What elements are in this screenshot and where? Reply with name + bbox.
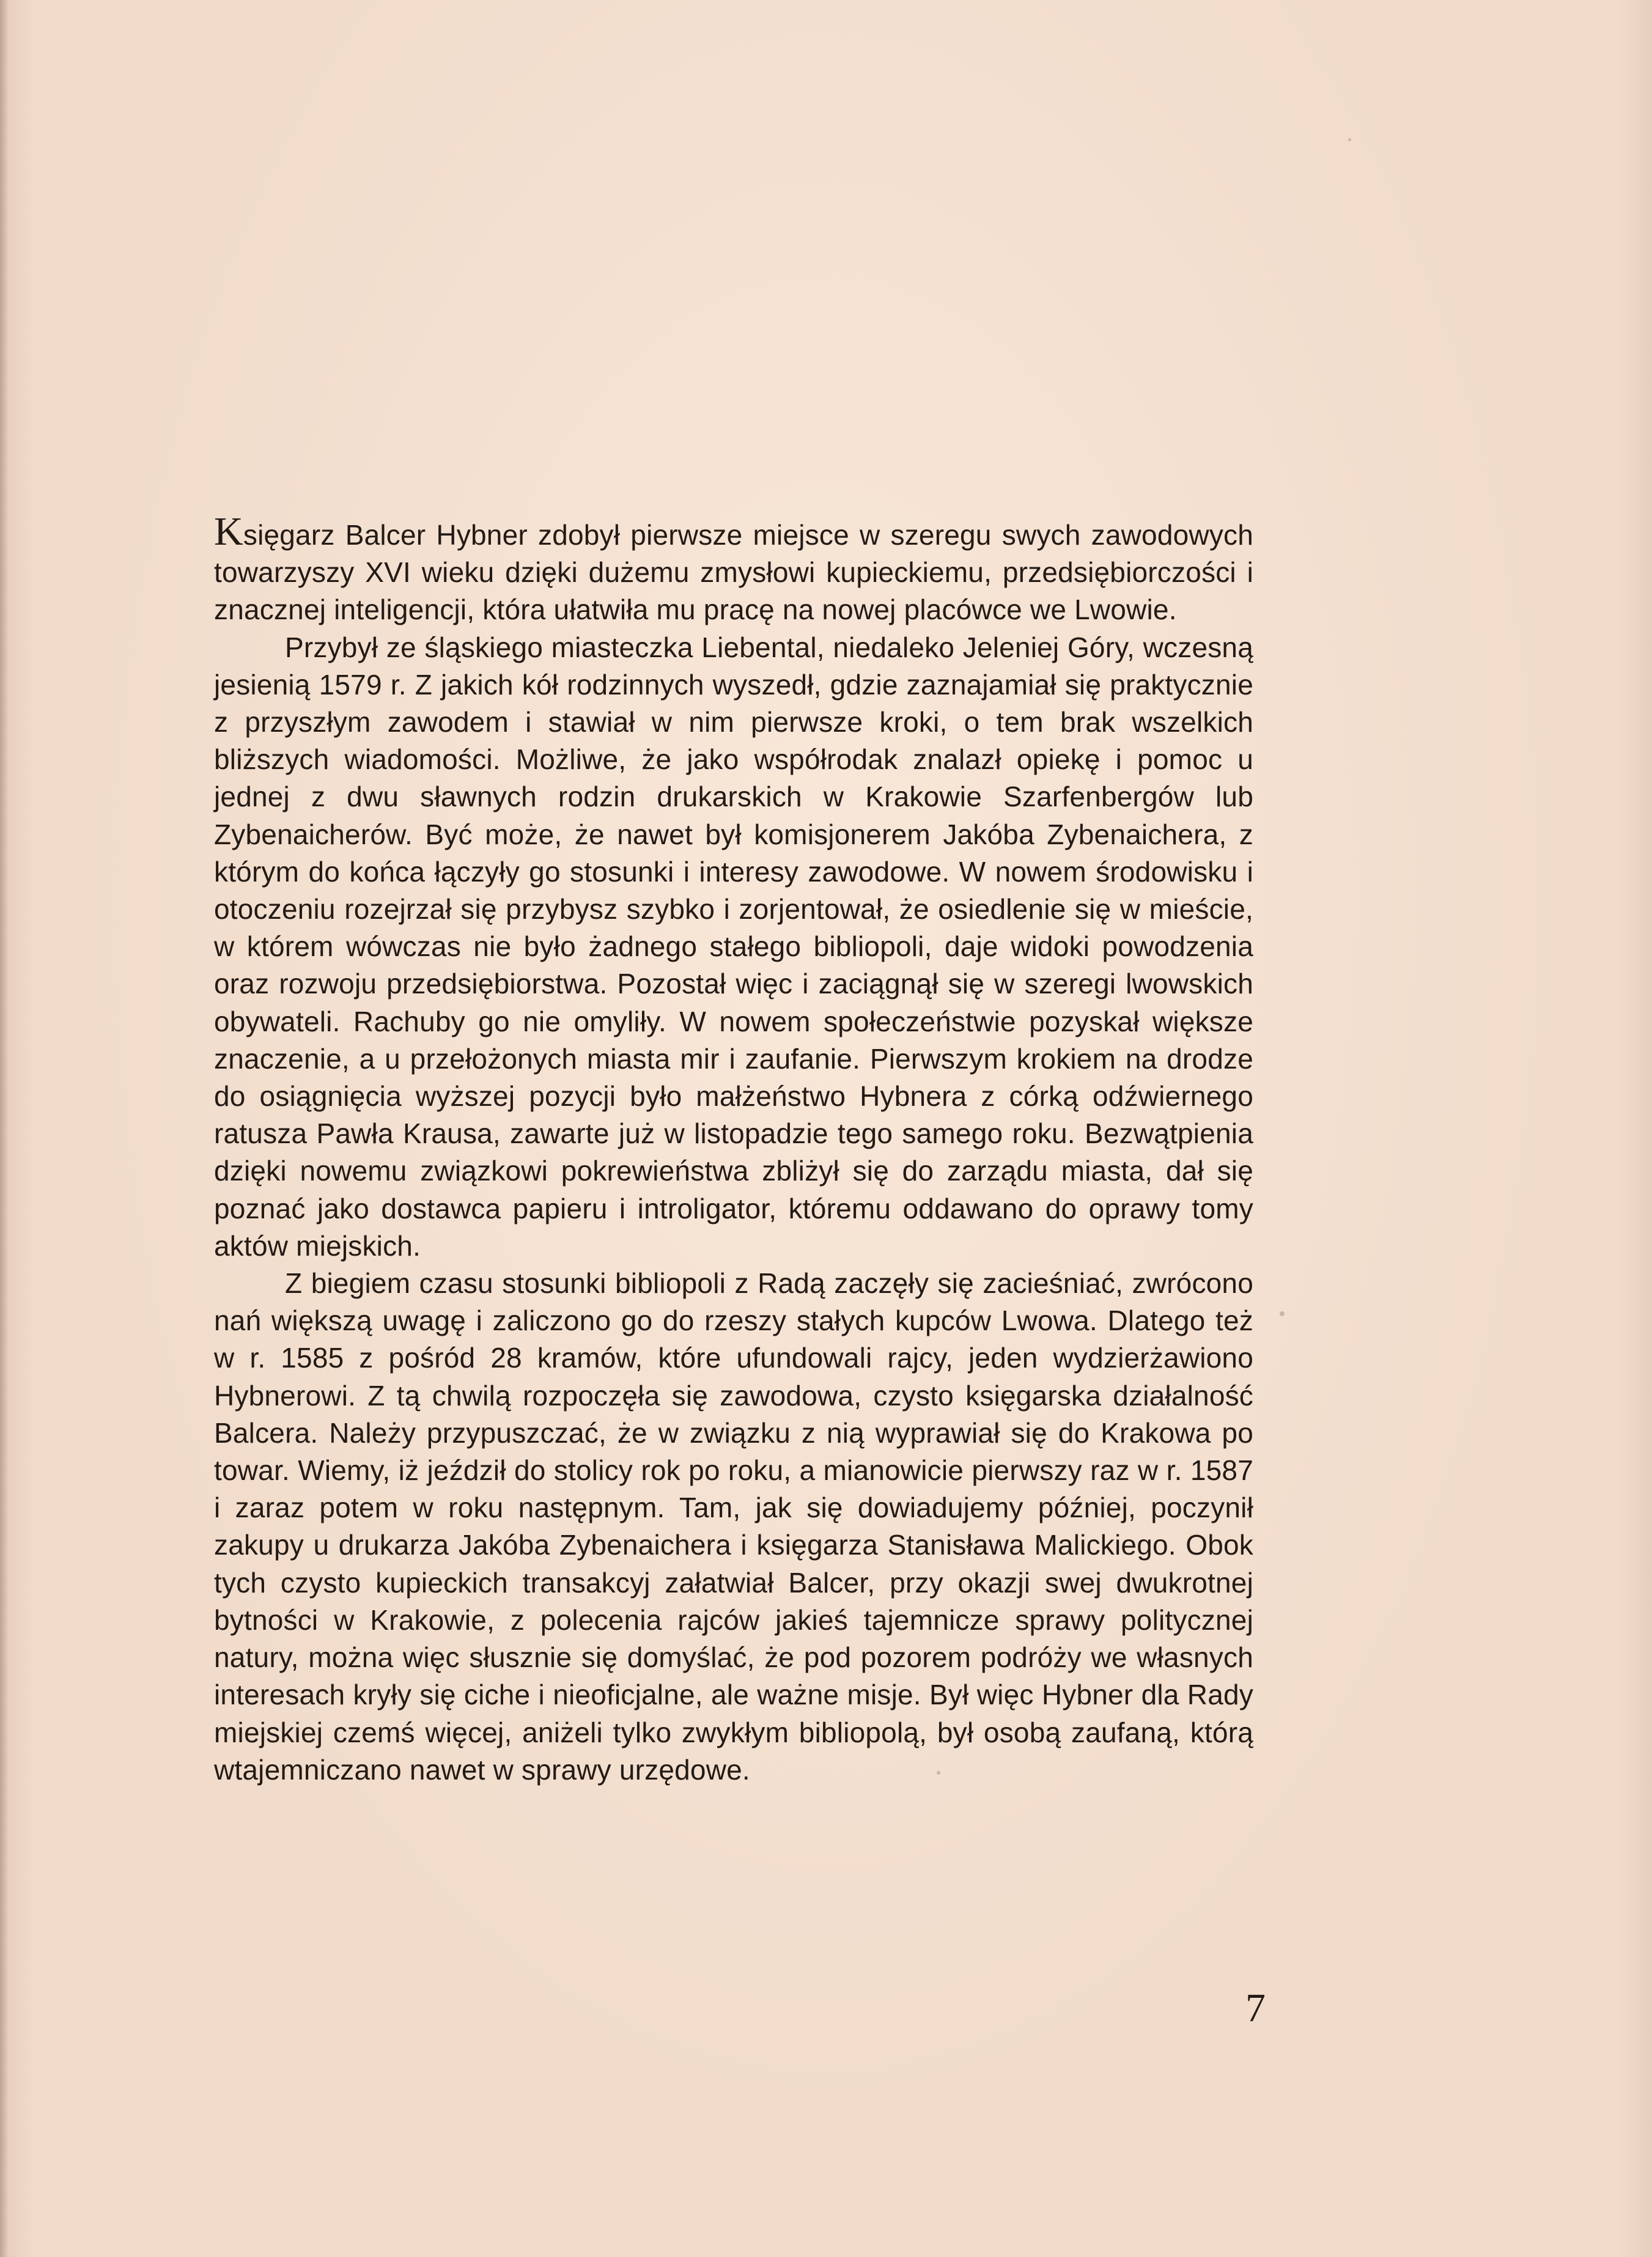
paper-speck: [1348, 138, 1351, 141]
paragraph-1-text: sięgarz Balcer Hybner zdobył pierwsze miejsce w szeregu swych zawodowych towarzyszy XVI wieku dzięki dużemu zmysłowi kupieckiemu, przedsiębiorczości i znacznej inteligencji, która ułatwiła mu pracę na nowej placówce we Lwowie.: [214, 519, 1253, 626]
paragraph-3: Z biegiem czasu stosunki bibliopoli z Radą zaczęły się zacieśniać, zwrócono nań większą uwagę i zaliczono go do rzeszy stałych kupców Lwowa. Dlatego też w r. 1585 z pośród 28 kramów, które ufundowali rajcy, jeden wydzierżawiono Hybnerowi. Z tą chwilą rozpoczęła się zawodowa, czysto księgarska działalność Balcera. Należy przypuszczać, że w związku z nią wyprawiał się do Krakowa po towar. Wiemy, iż jeździł do stolicy rok po roku, a mianowicie pierwszy raz w r. 1587 i zaraz potem w roku następnym. Tam, jak się dowiadujemy później, poczynił zakupy u drukarza Jakóba Zybenaichera i księgarza Stanisława Malickiego. Obok tych czysto kupieckich transakcyj załatwiał Balcer, przy okazji swej dwukrotnej bytności w Krakowie, z polecenia rajców jakieś tajemnicze sprawy politycznej natury, można więc słusznie się domyślać, że pod pozorem podróży we własnych interesach kryły się ciche i nieoficjalne, ale ważne misje. Był więc Hybner dla Rady miejskiej czemś więcej, aniżeli tylko zwykłym bibliopolą, był osobą zaufaną, którą wtajemniczano nawet w sprawy urzędowe.: [214, 1267, 1253, 1786]
paper-speck: [937, 1771, 940, 1775]
paper-speck: [1280, 1311, 1285, 1316]
paragraph-2: Przybył ze śląskiego miasteczka Liebental, niedaleko Jeleniej Góry, wczesną jesienią 1579 r. Z jakich kół rodzinnych wyszedł, gdzie zaznajamiał się praktycznie z przyszłym zawodem i stawiał w nim pierwsze kroki, o tem brak wszelkich bliższych wiadomości. Możliwe, że jako współrodak znalazł opiekę i pomoc u jednej z dwu sławnych rodzin drukarskich w Krakowie Szarfenbergów lub Zybenaicherów. Być może, że nawet był komisjonerem Jakóba Zybenaichera, z którym do końca łączyły go stosunki i interesy zawodowe. W nowem środowisku i otoczeniu rozejrzał się przybysz szybko i zorjentował, że osiedlenie się w mieście, w którem wówczas nie było żadnego stałego bibliopoli, daje widoki powodzenia oraz rozwoju przedsiębiorstwa. Pozostał więc i zaciągnął się w szeregi lwowskich obywateli. Rachuby go nie omyliły. W nowem społeczeństwie pozyskał większe znaczenie, a u przełożonych miasta mir i zaufanie. Pierwszym krokiem na drodze do osiągnięcia wyższej pozycji było małżeństwo Hybnera z córką odźwiernego ratusza Pawła Krausa, zawarte już w listopadzie tego samego roku. Bezwątpienia dzięki nowemu związkowi pokrewieństwa zbliżył się do zarządu miasta, dał się poznać jako dostawca papieru i introligator, któremu oddawano do oprawy tomy aktów miejskich.: [214, 631, 1253, 1262]
page-gutter-shadow: [0, 0, 9, 2257]
drop-cap: K: [214, 509, 243, 554]
body-text: [214, 509, 1253, 1789]
paragraph-1: [214, 509, 1253, 629]
page-number: 7: [1245, 1986, 1266, 2030]
